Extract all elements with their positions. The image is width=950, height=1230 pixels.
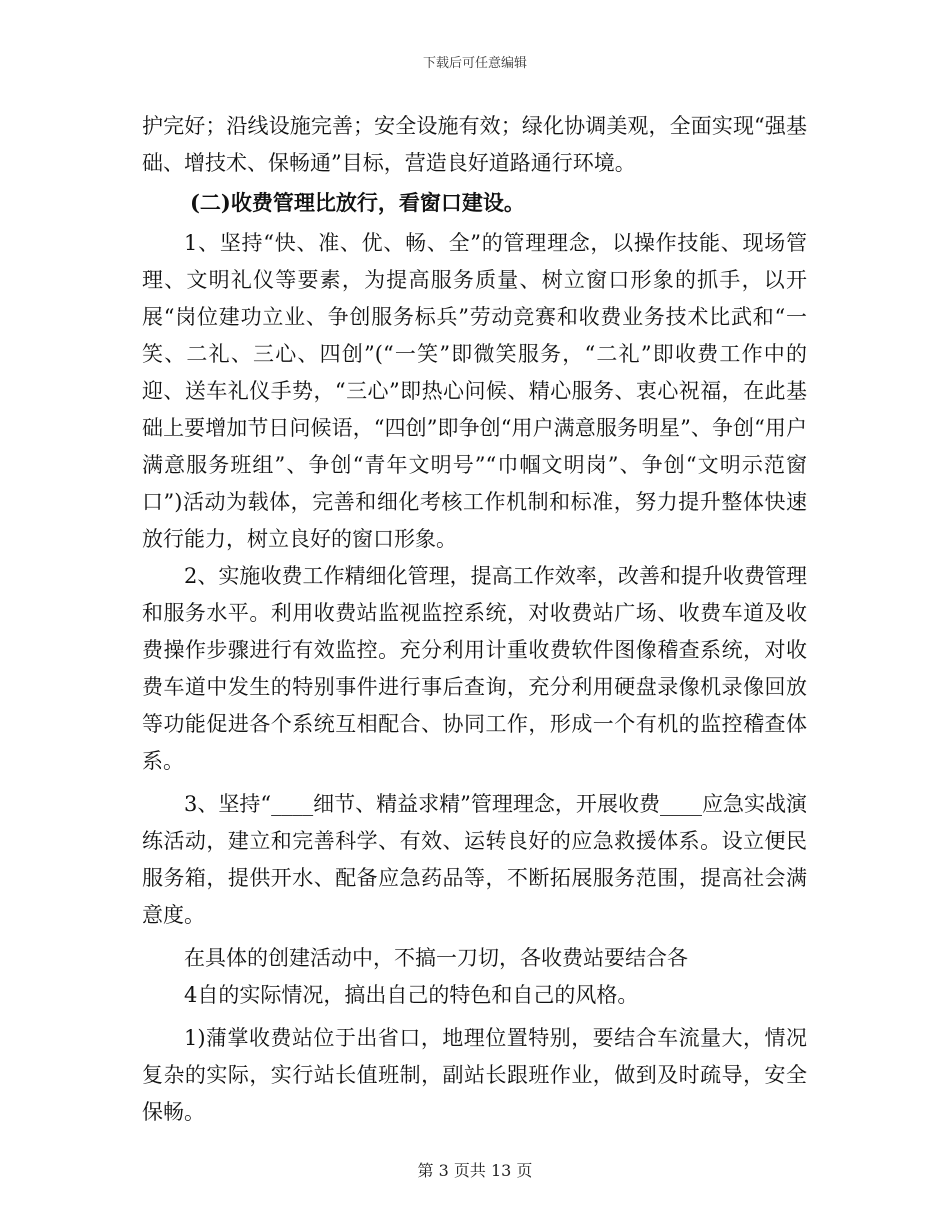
paragraph-continuation: 护完好；沿线设施完善；安全设施有效；绿化协调美观，全面实现“强基础、增技术、保畅通”目标，营造良好道路通行环境。 (142, 114, 807, 175)
page-header: 下载后可任意编辑 (422, 56, 527, 71)
paragraph-activity: 在具体的创建活动中，不搞一刀切，各收费站要结合各 (184, 946, 688, 970)
page-footer: 第 3 页共 13 页 (417, 1161, 533, 1180)
document-body (142, 108, 807, 1131)
paragraph-item-1: 1、坚持“快、准、优、畅、全”的管理理念，以操作技能、现场管理、文明礼仪等要素，为提高服务质量、树立窗口形象的抓手，以开展“岗位建功立业、争创服务标兵”劳动竞赛和收费业务技术比武和“一笑、二礼、三心、四创”(“一笑”即微笑服务，“二礼”即收费工作中的迎、送车礼仪手势，“三心”即热心问候、精心服务、衷心祝福，在此基础上要增加节日问候语，“四创”即争创“用户满意服务明星”、争创“用户满意服务班组”、争创“青年文明号”“巾帼文明岗”、争创“文明示范窗口”)活动为载体，完善和细化考核工作机制和标准，努力提升整体快速放行能力，树立良好的窗口形象。 (142, 231, 807, 551)
paragraph-item-3: 3、坚持“____细节、精益求精”管理理念，开展收费____应急实战演练活动，建立和完善科学、有效、运转良好的应急救援体系。设立便民服务箱，提供开水、配备应急药品等，不断拓展服务范围，提高社会满意度。 (142, 792, 807, 927)
paragraph-item-2: 2、实施收费工作精细化管理，提高工作效率，改善和提升收费管理和服务水平。利用收费站监视监控系统，对收费站广场、收费车道及收费操作步骤进行有效监控。充分利用计重收费软件图像稽查系统，对收费车道中发生的特别事件进行事后查询，充分利用硬盘录像机录像回放等功能促进各个系统互相配合、协同工作，形成一个有机的监控稽查体系。 (142, 564, 807, 773)
section-heading: (二)收费管理比放行，看窗口建设。 (190, 190, 525, 215)
paragraph-subitem-1: 1)蒲掌收费站位于出省口，地理位置特别，要结合车流量大，情况复杂的实际，实行站长值班制，副站长跟班作业，做到及时疏导，安全保畅。 (142, 1026, 807, 1124)
paragraph-item-4: 4自的实际情况，搞出自己的特色和自己的风格。 (184, 983, 639, 1007)
